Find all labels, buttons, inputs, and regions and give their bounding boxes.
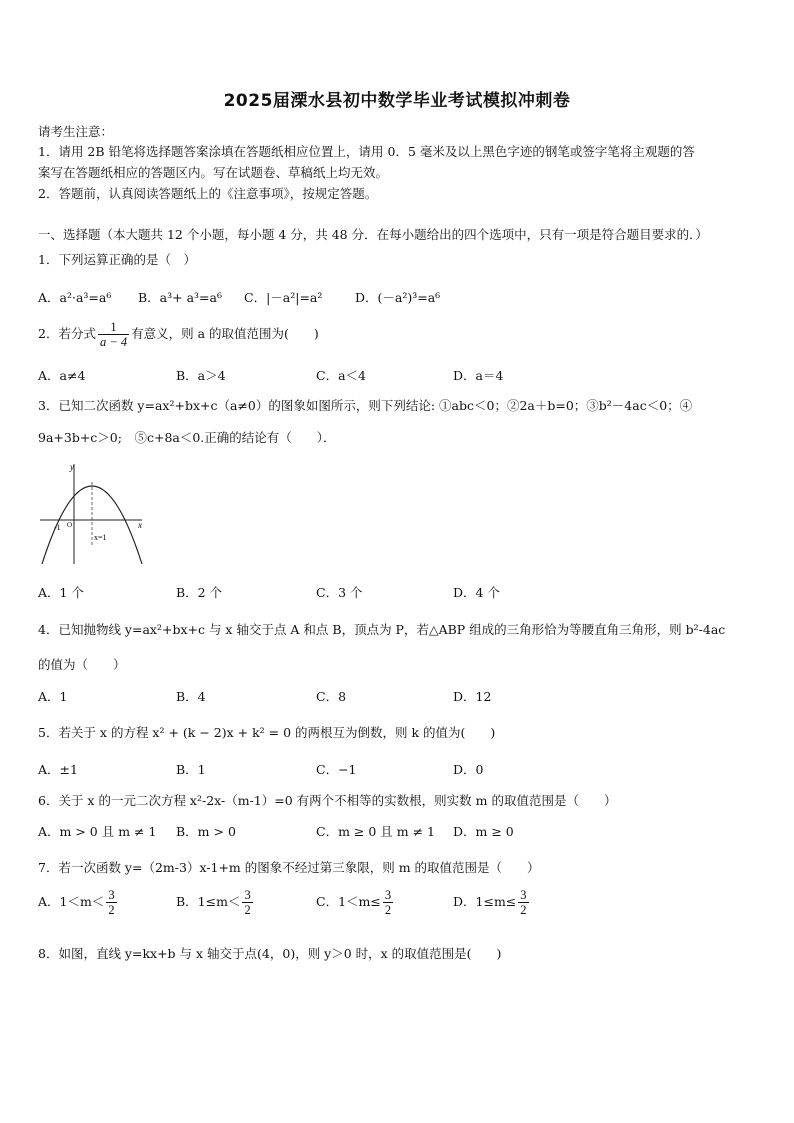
question-7-option-b bbox=[176, 888, 255, 917]
question-7-option-a bbox=[38, 888, 119, 917]
notice-line-1a: 1．请用 2B 铅笔将选择题答案涂填在答题纸相应位置上，请用 0．5 毫米及以上黑色字迹的钢笔或签字笔将主观题的答 bbox=[38, 144, 695, 159]
question-2-option-d: D．a＝4 bbox=[453, 368, 504, 383]
question-4-option-d: D．12 bbox=[453, 689, 492, 704]
question-3-option-a: A．1 个 bbox=[38, 585, 84, 600]
question-1-option-b: B．a³+ a³=a⁶ bbox=[138, 290, 222, 305]
question-7-option-b-text: B．1≤m＜ bbox=[176, 894, 241, 909]
fraction-numerator: 3 bbox=[520, 888, 527, 902]
question-2-stem-post: 有意义，则 a 的取值范围为( ) bbox=[131, 326, 319, 341]
graph-x-label: x bbox=[138, 520, 142, 530]
question-2-fraction-numerator: 1 bbox=[98, 320, 129, 335]
question-6-option-d: D．m ≥ 0 bbox=[453, 824, 514, 839]
question-2-fraction bbox=[98, 320, 129, 349]
question-2-option-b: B．a＞4 bbox=[176, 368, 226, 383]
question-6-option-a: A．m > 0 且 m ≠ 1 bbox=[38, 824, 157, 839]
page-title: 2025届溧水县初中数学毕业考试模拟冲刺卷 bbox=[223, 91, 571, 111]
fraction-numerator: 3 bbox=[384, 888, 392, 902]
question-7-option-d-fraction bbox=[518, 888, 528, 917]
question-1-option-a: A．a²·a³=a⁶ bbox=[38, 290, 112, 305]
question-4-option-b: B．4 bbox=[176, 689, 206, 704]
question-2-option-a: A．a≠4 bbox=[38, 368, 86, 383]
question-7-stem: 7．若一次函数 y=（2m-3）x-1+m 的图象不经过第三象限，则 m 的取值范围是（ ） bbox=[38, 860, 540, 875]
question-2-option-c: C．a＜4 bbox=[316, 368, 366, 383]
question-3-option-b: B．2 个 bbox=[176, 585, 223, 600]
fraction-denominator: 2 bbox=[520, 903, 527, 917]
notice-heading: 请考生注意： bbox=[38, 124, 114, 139]
question-4-option-c: C．8 bbox=[316, 689, 347, 704]
question-4-option-a: A．1 bbox=[38, 689, 68, 704]
graph-origin-label: O bbox=[67, 521, 73, 529]
question-7-option-c-text: C．1＜m≤ bbox=[316, 894, 381, 909]
question-7-option-b-fraction bbox=[242, 888, 252, 917]
question-2-stem bbox=[38, 320, 319, 349]
question-3-line-1: 3．已知二次函数 y=ax²+bx+c（a≠0）的图象如图所示，则下列结论: ①abc＜0；②2a＋b=0；③b²－4ac＜0；④ bbox=[38, 398, 693, 413]
question-6-option-b: B．m > 0 bbox=[176, 824, 236, 839]
graph-y-label: y bbox=[70, 462, 74, 472]
question-7-option-d bbox=[453, 888, 531, 917]
question-4-line-1: 4．已知抛物线 y=ax²+bx+c 与 x 轴交于点 A 和点 B，顶点为 P，若△ABP 组成的三角形恰为等腰直角三角形，则 b²-4ac bbox=[38, 622, 726, 637]
question-2-fraction-denominator: a − 4 bbox=[99, 335, 128, 349]
fraction-denominator: 2 bbox=[384, 903, 392, 917]
section-heading: 一、选择题（本大题共 12 个小题，每小题 4 分，共 48 分．在每小题给出的四个选项中，只有一项是符合题目要求的．） bbox=[38, 227, 708, 242]
fraction-denominator: 2 bbox=[244, 903, 251, 917]
question-3-option-c: C．3 个 bbox=[316, 585, 363, 600]
question-5-option-d: D．0 bbox=[453, 762, 484, 777]
question-5-option-a: A．±1 bbox=[38, 762, 78, 777]
question-5-stem: 5．若关于 x 的方程 x² + (k − 2)x + k² = 0 的两根互为倒数，则 k 的值为( ) bbox=[38, 725, 496, 740]
question-7-option-a-text: A．1＜m＜ bbox=[38, 894, 105, 909]
question-1-option-c: C．|－a²|=a² bbox=[244, 290, 323, 305]
question-3-parabola-graph bbox=[38, 460, 150, 568]
question-6-stem: 6．关于 x 的一元二次方程 x²-2x-（m-1）=0 有两个不相等的实数根，则实数 m 的取值范围是（ ） bbox=[38, 793, 617, 808]
question-1-stem: 1．下列运算正确的是（ ） bbox=[38, 252, 196, 267]
fraction-denominator: 2 bbox=[108, 903, 115, 917]
question-7-option-a-fraction bbox=[106, 888, 116, 917]
question-5-option-b: B．1 bbox=[176, 762, 206, 777]
graph-neg1-label: -1 bbox=[54, 523, 61, 532]
question-7-option-d-text: D．1≤m≤ bbox=[453, 894, 517, 909]
question-7-option-c bbox=[316, 888, 395, 917]
question-2-stem-pre: 2．若分式 bbox=[38, 326, 96, 341]
question-8-stem: 8．如图，直线 y=kx+b 与 x 轴交于点(4，0)，则 y＞0 时，x 的取值范围是( ) bbox=[38, 946, 502, 961]
question-6-option-c: C．m ≥ 0 且 m ≠ 1 bbox=[316, 824, 435, 839]
graph-axis-label: x=1 bbox=[94, 533, 107, 542]
question-4-line-2: 的值为（ ） bbox=[38, 657, 126, 672]
fraction-numerator: 3 bbox=[244, 888, 251, 902]
notice-line-2: 2．答题前，认真阅读答题纸上的《注意事项》，按规定答题。 bbox=[38, 186, 378, 201]
question-1-option-d: D．(－a²)³=a⁶ bbox=[355, 290, 441, 305]
notice-line-1b: 案写在答题纸相应的答题区内。写在试题卷、草稿纸上均无效。 bbox=[38, 165, 389, 180]
question-3-option-d: D．4 个 bbox=[453, 585, 500, 600]
question-3-line-2: 9a+3b+c＞0; ⑤c+8a＜0.正确的结论有（ ）． bbox=[38, 430, 336, 445]
question-5-option-c: C．−1 bbox=[316, 762, 357, 777]
fraction-numerator: 3 bbox=[108, 888, 115, 902]
question-7-option-c-fraction bbox=[383, 888, 393, 917]
